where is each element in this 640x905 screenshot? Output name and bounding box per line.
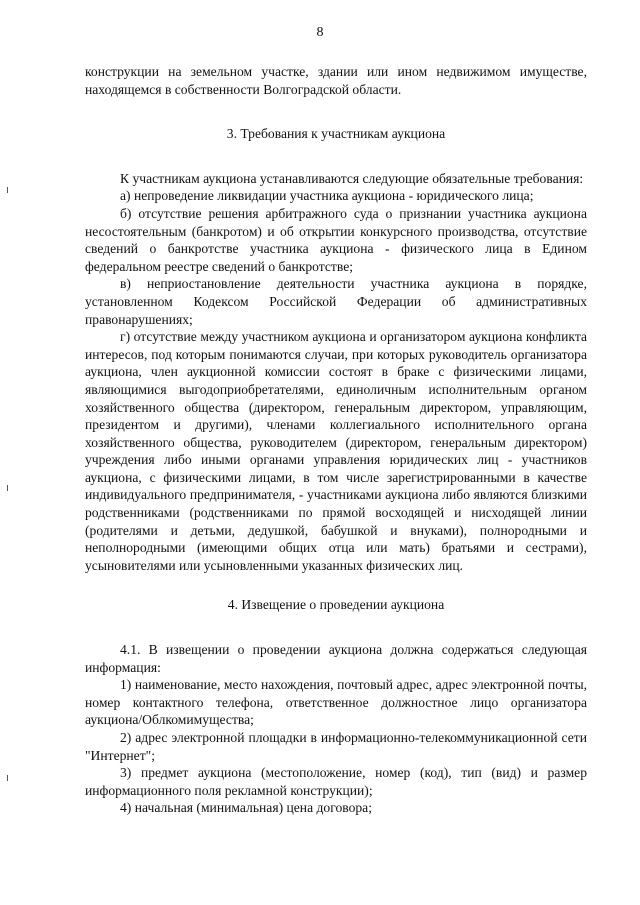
list-item-3: 3) предмет аукциона (местоположение, номер (код), тип (вид) и размер информационного поля рекламной конструкции); <box>85 765 587 798</box>
paragraph-intro: конструкции на земельном участке, здании или ином недвижимом имуществе, находящемся в собственности Волгоградской области. <box>85 64 587 97</box>
margin-mark <box>7 485 8 491</box>
page-number: 8 <box>316 25 324 40</box>
margin-mark <box>7 775 8 781</box>
document-body <box>85 63 587 817</box>
list-item-4: 4) начальная (минимальная) цена договора; <box>120 800 372 816</box>
list-item-g: г) отсутствие между участником аукциона и организатором аукциона конфликта интересов, под которым понимаются случаи, при которых руководитель организатора аукциона, член аукционной комиссии состоят в браке с физическими лицами, являющимися выгодоприобретателями, единоличным исполнительным органом хозяйственного общества (директором, генеральным директором, управляющим, президентом и другими), членами коллегиального исполнительного органа хозяйственного общества, руководителем (директором, генеральным директором) учреждения либо иными органами управления юридических лиц - участников аукциона, с физическими лицами, в том числе зарегистрированными в качестве индивидуального предпринимателя, - участниками аукциона либо являются близкими родственниками (родственниками по прямой восходящей и нисходящей линии (родителями и детьми, дедушкой, бабушкой и внуками), полнородными и неполнородными (имеющими общих отца или мать) братьями и сестрами), усыновителями или усыновленными указанных физических лиц. <box>85 329 587 573</box>
section-heading-notice: 4. Извещение о проведении аукциона <box>227 597 445 613</box>
list-item-b: б) отсутствие решения арбитражного суда о признании участника аукциона несостоятельным (банкротом) и об открытии конкурсного производства, отсутствие сведений о банкротстве участника аукциона - физического лица в Едином федеральном реестре сведений о банкротстве; <box>85 205 587 274</box>
list-item-a: а) непроведение ликвидации участника аукциона - юридического лица; <box>120 188 534 204</box>
paragraph-4-1: 4.1. В извещении о проведении аукциона должна содержаться следующая информация: <box>85 642 587 675</box>
paragraph-requirements-intro: К участникам аукциона устанавливаются следующие обязательные требования: <box>120 170 584 186</box>
margin-mark <box>7 187 8 193</box>
list-item-2: 2) адрес электронной площадки в информационно-телекоммуникационной сети "Интернет"; <box>85 730 587 763</box>
section-heading-requirements: 3. Требования к участникам аукциона <box>226 126 446 142</box>
list-item-1: 1) наименование, место нахождения, почтовый адрес, адрес электронной почты, номер контактного телефона, ответственное должностное лицо организатора аукциона/Облкомимущества; <box>85 677 587 728</box>
list-item-v: в) неприостановление деятельности участника аукциона в порядке, установленном Кодексом Российской Федерации об административных правонарушениях; <box>85 276 587 327</box>
